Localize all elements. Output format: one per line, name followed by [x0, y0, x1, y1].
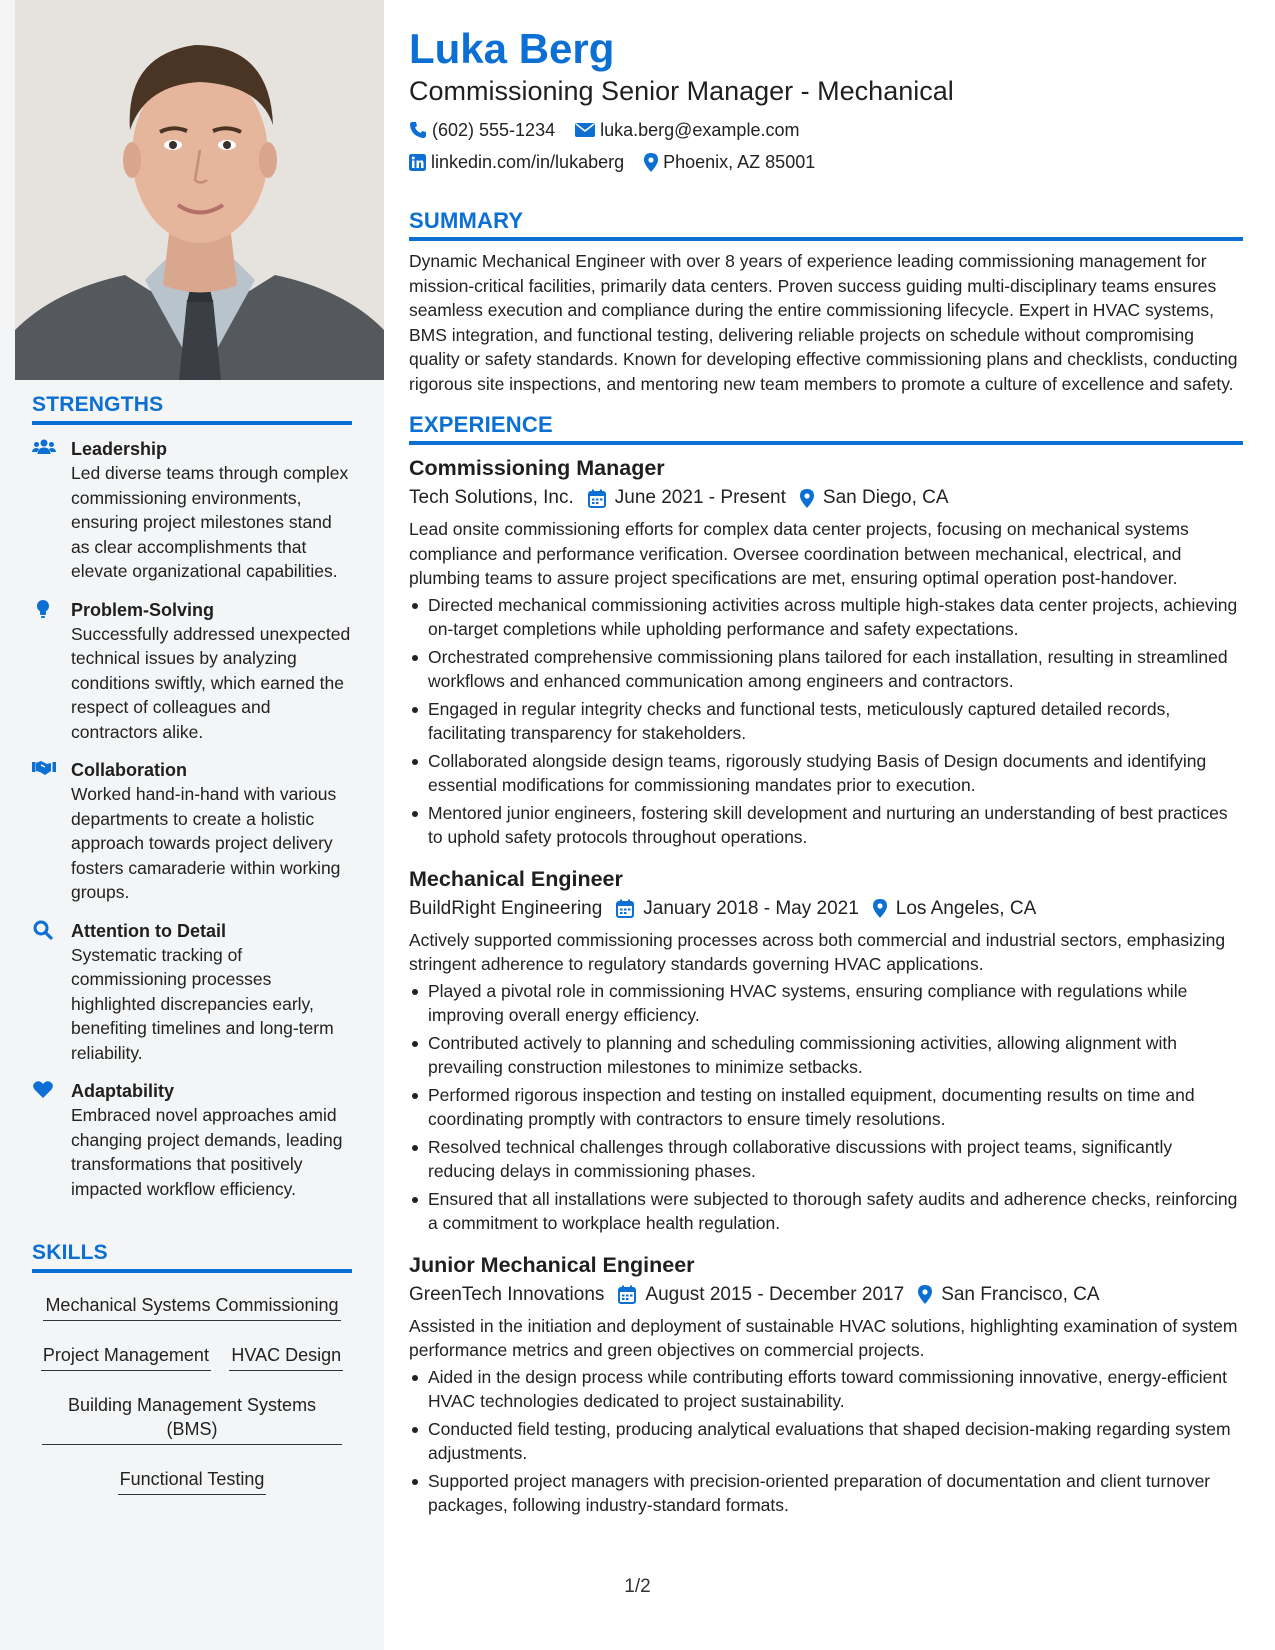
list-item: Ensured that all installations were subjected to thorough safety audits and adherence checks, reinforcing a commitment to workplace health regulation.: [428, 1187, 1243, 1236]
calendar-icon: [618, 1285, 636, 1304]
contact-info: [409, 114, 1243, 178]
skills-list: [32, 1291, 352, 1515]
strength-text: Worked hand-in-hand with various departments to create a holistic approach towards project delivery fosters camaraderie within working groups.: [71, 784, 341, 902]
linkedin-contact[interactable]: [409, 152, 624, 173]
experience-heading: EXPERIENCE: [409, 412, 1243, 445]
company-name: BuildRight Engineering: [409, 897, 603, 919]
strength-title: Collaboration: [71, 760, 187, 780]
list-item: Engaged in regular integrity checks and functional tests, meticulously captured detailed records, facilitating transparency for stakeholders.: [428, 697, 1243, 746]
linkedin-icon: [409, 154, 426, 171]
skill-tag: Functional Testing: [118, 1465, 267, 1495]
skill-tag: Building Management Systems (BMS): [42, 1391, 342, 1445]
summary-text: Dynamic Mechanical Engineer with over 8 years of experience leading commissioning management for mission-critical facilities, primarily data centers. Proven success guiding multi-disciplinary teams ensures seamless execution and compliance during the entire commissioning lifecycle. Expert in HVAC systems, BMS integration, and functional testing, delivering reliable projects on schedule without compromising quality or safety standards. Known for developing effective commissioning plans and checklists, conducting rigorous site inspections, and mentoring new team members to promote a culture of excellence and safety.: [409, 251, 1238, 394]
map-pin-icon: [800, 489, 814, 508]
job-bullets: [409, 1365, 1243, 1518]
job-meta: [409, 1280, 1243, 1310]
candidate-title: Commissioning Senior Manager - Mechanical: [409, 76, 954, 106]
strength-title: Attention to Detail: [71, 920, 226, 941]
linkedin-url: linkedin.com/in/lukaberg: [431, 151, 625, 172]
email-address: luka.berg@example.com: [600, 119, 800, 140]
skill-tag: Project Management: [41, 1341, 211, 1371]
strength-item: [32, 758, 352, 905]
calendar-icon: [616, 899, 634, 918]
strength-item: [32, 598, 352, 745]
job-entry: [409, 864, 1243, 1236]
strength-title: Leadership: [71, 439, 168, 459]
skills-heading: SKILLS: [32, 1241, 352, 1273]
job-title: Junior Mechanical Engineer: [409, 1252, 695, 1277]
strengths-heading: STRENGTHS: [32, 393, 352, 425]
list-item: Directed mechanical commissioning activities across multiple high-stakes data center projects, achieving on-target completions while upholding performance and safety expectations.: [428, 593, 1243, 642]
job-entry: [409, 453, 1243, 850]
location-text: Phoenix, AZ 85001: [663, 151, 816, 172]
job-description: Assisted in the initiation and deployment of sustainable HVAC solutions, highlighting examination of system performance metrics and green objectives on commercial projects.: [409, 1315, 1238, 1360]
list-item: Supported project managers with precision-oriented preparation of documentation and client turnover packages, following industry-standard formats.: [428, 1469, 1243, 1518]
list-item: Aided in the design process while contributing efforts toward commissioning innovative, energy-efficient HVAC technologies dedicated to project sustainability.: [428, 1365, 1243, 1414]
summary-heading: SUMMARY: [409, 208, 1243, 241]
heart-icon: [32, 1080, 56, 1100]
list-item: Performed rigorous inspection and testing on installed equipment, documenting results on time and coordinating promptly with contractors to ensure timely resolutions.: [428, 1083, 1243, 1132]
dates-text: June 2021 - Present: [614, 487, 786, 508]
sidebar: [0, 0, 384, 1650]
skill-tag: Mechanical Systems Commissioning: [43, 1291, 340, 1321]
job-description: Lead onsite commissioning efforts for complex data center projects, focusing on mechanical systems compliance and performance verification. Oversee coordination between mechanical, electrical, and plumbing teams to assure project specifications are met, ensuring optimal operation post-handover.: [409, 519, 1189, 588]
email-contact[interactable]: [575, 120, 799, 141]
list-item: Played a pivotal role in commissioning HVAC systems, ensuring compliance with regulations while improving overall energy efficiency.: [428, 979, 1243, 1028]
job-dates: [588, 483, 786, 513]
strength-title: Problem-Solving: [71, 599, 215, 620]
job-title: Mechanical Engineer: [409, 866, 623, 891]
job-dates: [618, 1280, 904, 1310]
skills-section: [32, 1241, 352, 1515]
strengths-section: [32, 393, 352, 1201]
job-meta: [409, 894, 1243, 924]
location-text: San Diego, CA: [822, 487, 949, 508]
handshake-icon: [32, 759, 56, 779]
list-item: Orchestrated comprehensive commissioning plans tailored for each installation, resulting in streamlined workflows and enhanced communication among engineers and contractors.: [428, 645, 1243, 694]
lightbulb-icon: [32, 599, 56, 619]
list-item: Mentored junior engineers, fostering skill development and nurturing an understanding of best practices to uphold safety protocols throughout operations.: [428, 801, 1243, 850]
page-number: 1/2: [624, 1576, 651, 1597]
job-location: [918, 1280, 1099, 1310]
job-bullets: [409, 593, 1243, 850]
users-icon: [32, 438, 56, 458]
main-content: [409, 24, 1243, 1521]
list-item: Conducted field testing, producing analytical evaluations that shaped decision-making regarding system adjustments.: [428, 1417, 1243, 1466]
strength-text: Embraced novel approaches amid changing project demands, leading transformations that positively impacted workflow efficiency.: [71, 1105, 343, 1199]
dates-text: August 2015 - December 2017: [645, 1283, 905, 1305]
candidate-name: Luka Berg: [409, 25, 615, 72]
dates-text: January 2018 - May 2021: [643, 897, 859, 919]
company-name: Tech Solutions, Inc.: [409, 487, 574, 508]
strength-item: [32, 919, 352, 1066]
search-icon: [32, 920, 56, 940]
phone-contact[interactable]: [409, 120, 555, 141]
skill-tag: HVAC Design: [229, 1341, 343, 1371]
strength-text: Successfully addressed unexpected technical issues by analyzing conditions swiftly, which earned the respect of colleagues and contractors alike.: [71, 623, 351, 742]
strength-item: [32, 437, 352, 584]
location-text: Los Angeles, CA: [895, 897, 1037, 919]
job-title: Commissioning Manager: [409, 456, 665, 480]
list-item: Contributed actively to planning and scheduling commissioning activities, allowing alignment with prevailing construction milestones to minimize setbacks.: [428, 1031, 1243, 1080]
experience-section: [409, 412, 1243, 1518]
list-item: Resolved technical challenges through collaborative discussions with project teams, significantly reducing delays in commissioning phases.: [428, 1135, 1243, 1184]
map-pin-icon: [918, 1285, 932, 1304]
map-pin-icon: [873, 899, 887, 918]
location-text: San Francisco, CA: [941, 1283, 1100, 1305]
phone-icon: [409, 121, 427, 139]
job-location: [873, 894, 1036, 924]
map-pin-icon: [644, 153, 658, 172]
profile-photo: [15, 0, 384, 380]
phone-number: (602) 555-1234: [432, 119, 556, 140]
location-contact: [644, 152, 815, 173]
strength-item: [32, 1079, 352, 1201]
calendar-icon: [588, 489, 606, 508]
list-item: Collaborated alongside design teams, rigorously studying Basis of Design documents and identifying essential modifications for commissioning mandates prior to execution.: [428, 749, 1243, 798]
strength-text: Led diverse teams through complex commissioning environments, ensuring project milestones stand as clear accomplishments that elevate organizational capabilities.: [71, 463, 349, 581]
job-dates: [616, 894, 858, 924]
job-entry: [409, 1250, 1243, 1518]
job-bullets: [409, 979, 1243, 1236]
job-location: [800, 483, 949, 513]
job-description: Actively supported commissioning processes across both commercial and industrial sectors, emphasizing stringent adherence to regulatory standards governing HVAC applications.: [409, 929, 1226, 974]
company-name: GreenTech Innovations: [409, 1283, 605, 1305]
strength-title: Adaptability: [71, 1081, 175, 1101]
summary-section: [409, 208, 1243, 396]
strength-text: Systematic tracking of commissioning processes highlighted discrepancies early, benefiting timelines and long-term reliability.: [71, 944, 334, 1063]
job-meta: [409, 483, 1243, 513]
envelope-icon: [575, 122, 595, 138]
